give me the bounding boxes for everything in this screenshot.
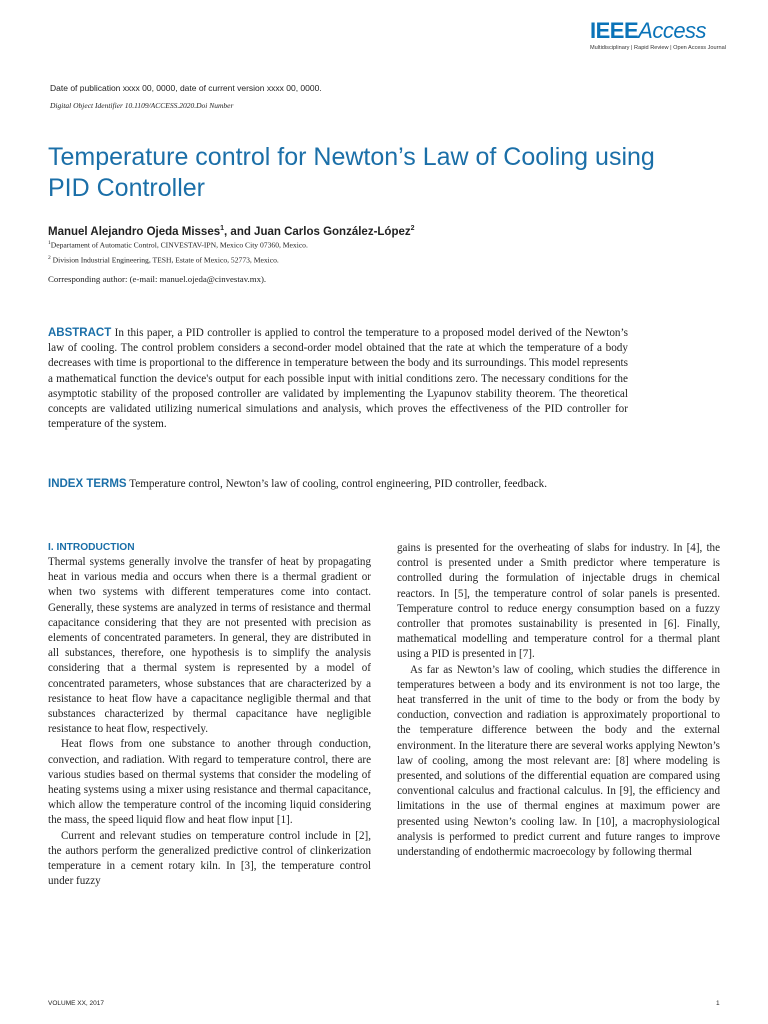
author-1-sup: 1 xyxy=(220,225,225,232)
paragraph: Current and relevant studies on temperature control include in [2], the authors perform the generalized predictive control of clinkerization temperature in a cement rotary kiln. In [3], the temperature control under fuzzy xyxy=(48,829,371,888)
abstract xyxy=(48,326,628,432)
left-column xyxy=(48,541,371,889)
ieee-access-logo xyxy=(590,18,730,58)
author-line xyxy=(48,225,415,238)
abstract-text: In this paper, a PID controller is applied to control the temperature to a proposed model derived of the Newton’s law of cooling. The control problem considers a second-order model obtained that the rate at which the temperature of a body decreases with time is proportional to the difference in temperature between the body and its surroundings. This model represents a mathematical function the device's output for each possible input with initial conditions zero. The necessary conditions for the asymptotic stability of the proposed controller are validated by implementing the Lyapunov stability theorem. The theoretical concepts are validated utilizing numerical simulations and analysis, which proves the effectiveness of the PID controller for temperature of the system. xyxy=(48,327,628,431)
paragraph: gains is presented for the overheating of slabs for industry. In [4], the control is presented under a Smith predictor where temperature is controlled during the formulation of injectable drugs in chemical reactors. In [5], the temperature control of solar panels is presented. Temperature control to reduce energy consumption based on a fuzzy controller that promotes sustainability is presented in [6]. Finally, mathematical modelling and temperature control for a thermal plant using a PID is presented in [7]. xyxy=(397,542,720,661)
affiliation-1-sup: 1 xyxy=(48,240,51,246)
logo-accent: Access xyxy=(638,18,707,43)
index-terms-label: INDEX TERMS xyxy=(48,478,127,490)
footer-page-number: 1 xyxy=(716,1000,720,1007)
paper-title: Temperature control for Newton’s Law of Cooling using PID Controller xyxy=(48,143,655,202)
index-terms-text: Temperature control, Newton’s law of cooling, control engineering, PID controller, feedback. xyxy=(126,478,548,490)
right-column xyxy=(397,541,720,860)
author-2-sup: 2 xyxy=(410,225,415,232)
affiliation-1-text: Departament of Automatic Control, CINVESTAV-IPN, Mexico City 07360, Mexico. xyxy=(50,240,308,250)
affiliation-2-text: Division Industrial Engineering, TESH, Estate of Mexico, 52773, Mexico. xyxy=(50,255,279,265)
publication-date: Date of publication xxxx 00, 0000, date of current version xxxx 00, 0000. xyxy=(50,83,322,93)
footer-volume: VOLUME XX, 2017 xyxy=(48,1000,104,1007)
paragraph: Heat flows from one substance to another through conduction, convection, and radiation. With regard to temperature control, there are various studies based on thermal systems that consider the modeling of heating systems using a mixer using resistance and thermal capacitance, which allow the temperature control of the incoming liquid considering the mass, the speed liquid flow and heat flow input [1]. xyxy=(48,738,371,827)
section-heading: I. INTRODUCTION xyxy=(48,542,135,553)
logo-brand: IEEE xyxy=(590,18,639,43)
author-1: Manuel Alejandro Ojeda Misses xyxy=(48,225,221,238)
affiliation-1 xyxy=(48,240,308,250)
affiliation-2 xyxy=(48,255,279,265)
logo-tagline: Multidisciplinary | Rapid Review | Open Access Journal xyxy=(590,45,726,51)
paragraph: Thermal systems generally involve the transfer of heat by propagating heat in various media and occurs when there is a thermal gradient or when two systems with different temperatures come into contact. Generally, these systems are analyzed in terms of resistance and thermal capacitance considering that they are not presented with precision as elements of concentrated parameters. In general, they are distributed in all substances, therefore, one hypothesis is to simplify the analysis considering that a thermal system is represented by a model of concentrated parameters, whose substances that are characterized by a resistance to heat flow have a capacitance negligible thermal and that substances characterized by thermal capacitance have negligible resistance to heat flow, respectively. xyxy=(48,556,371,736)
corresponding-author: Corresponding author: (e-mail: manuel.ojeda@cinvestav.mx). xyxy=(48,274,267,284)
abstract-label: ABSTRACT xyxy=(48,327,112,339)
author-2: , and Juan Carlos González-López xyxy=(224,225,411,238)
paragraph: As far as Newton’s law of cooling, which studies the difference in temperatures between a body and its environment is not too large, the heat transferred in the unit of time to the body or from the body by conduction, convection and radiation is approximately proportional to the temperature difference between the body and the external environment. In the literature there are several works applying Newton’s law of cooling, among the most relevant are: [8] where modeling is presented, and solutions of the differential equation are compared using conventional calculus and fractional calculus. In [9], the efficiency and limitations in the use of thermal engines at maximum power are presented using Newton’s cooling law. In [10], a macrophysiological analysis is performed to predict current and future ranges to improve understanding of endothermic macroecology by following thermal xyxy=(397,663,720,859)
affiliation-2-sup: 2 xyxy=(48,255,51,261)
index-terms xyxy=(48,477,628,492)
logo-wordmark xyxy=(590,18,730,44)
doi-line: Digital Object Identifier 10.1109/ACCESS.2020.Doi Number xyxy=(50,101,234,110)
